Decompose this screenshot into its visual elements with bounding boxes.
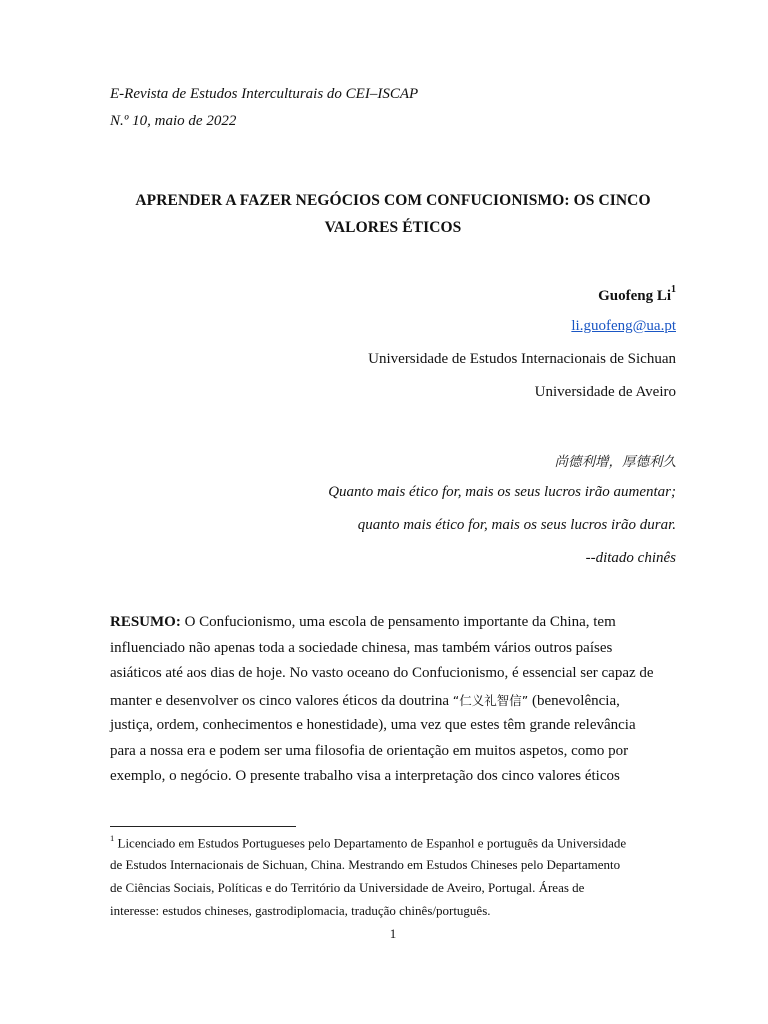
footnote-mark: 1	[110, 833, 115, 843]
author-name	[598, 286, 676, 305]
footnote-line-3: de Ciências Sociais, Políticas e do Território da Universidade de Aveiro, Portugal. Áreas de	[110, 880, 585, 895]
footnote-line-2: de Estudos Internacionais de Sichuan, China. Mestrando em Estudos Chineses pelo Departamento	[110, 857, 621, 872]
doctrine-chinese: “仁义礼智信”	[452, 693, 529, 708]
footnote-separator	[110, 826, 296, 827]
epigraph-line-2: quanto mais ético for, mais os seus lucros irão durar.	[357, 517, 676, 533]
author-email-link[interactable]: li.guofeng@ua.pt	[571, 318, 676, 334]
abstract-label: RESUMO:	[110, 614, 181, 630]
author-footnote-mark[interactable]: 1	[671, 284, 676, 295]
page-number: 1	[389, 926, 397, 941]
footnote-line-1	[110, 834, 626, 851]
footnote-line-1-text: Licenciado em Estudos Portugueses pelo Departamento de Espanhol e português da Universidade	[114, 835, 627, 851]
footnote-line-4: interesse: estudos chineses, gastrodiplomacia, tradução chinês/português.	[110, 903, 491, 918]
abstract-line-2: influenciado não apenas toda a sociedade chinesa, mas também vários outros países	[110, 640, 613, 656]
journal-name: E-Revista de Estudos Interculturais do CEI–ISCAP	[110, 86, 419, 102]
abstract-line-6: para a nossa era e podem ser uma filosofia de orientação em muitos aspetos, como por	[110, 743, 629, 759]
epigraph-chinese: 尚德利增，厚德利久	[554, 454, 676, 470]
abstract-line-1-text: O Confucionismo, uma escola de pensamento importante da China, tem	[180, 614, 616, 630]
abstract-line-1	[110, 614, 616, 631]
abstract-line-3: asiáticos até aos dias de hoje. No vasto oceano do Confucionismo, é essencial ser capaz de	[110, 665, 654, 681]
author-name-text: Guofeng Li	[598, 288, 671, 304]
affiliation-2: Universidade de Aveiro	[534, 384, 676, 400]
issue-info: N.º 10, maio de 2022	[110, 113, 237, 129]
abstract-line-5: justiça, ordem, conhecimentos e honestidade), uma vez que estes têm grande relevância	[110, 717, 636, 733]
epigraph-line-1: Quanto mais ético for, mais os seus lucros irão aumentar;	[328, 484, 676, 500]
paper-title-line-1: APRENDER A FAZER NEGÓCIOS COM CONFUCIONISMO: OS CINCO	[135, 192, 651, 209]
affiliation-1: Universidade de Estudos Internacionais de Sichuan	[368, 351, 676, 367]
author-email-row	[571, 318, 676, 335]
abstract-line-4-tail: (benevolência,	[528, 693, 620, 709]
abstract-line-7: exemplo, o negócio. O presente trabalho visa a interpretação dos cinco valores éticos	[110, 768, 620, 784]
abstract-line-4-text: manter e desenvolver os cinco valores éticos da doutrina	[110, 693, 453, 709]
paper-title-line-2: VALORES ÉTICOS	[324, 219, 462, 236]
abstract-line-4	[110, 691, 620, 710]
epigraph-attribution: --ditado chinês	[585, 550, 676, 566]
